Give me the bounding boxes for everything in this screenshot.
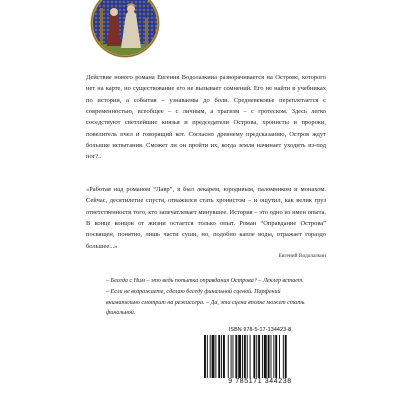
quote-author: Евгений Водолазкин	[278, 253, 326, 259]
cover-medallion-illustration	[90, 0, 160, 58]
barcode-block	[198, 327, 322, 389]
barcode-number: 9 785171 344238	[228, 378, 292, 385]
isbn-label: ISBN 978-5-17-134423-8	[228, 327, 292, 333]
book-excerpt: – Беседа с Ним – это ведь попытка оправдания Острова? – Леклер встает. – Если не возражаете, сделаю беседу финальной сценой. Парфений внимательно смотрит на режиссера. – Да, эта сцена вполне может стать финальной.	[106, 278, 305, 317]
medallion-svg	[90, 0, 160, 58]
book-description: Действие нового романа Евгения Водолазкина разворачивается на Острове, которого нет на карте, но существование его не вызывает сомнений. Его не найти в учебниках по истории, а события – узнаваемы до боли. Средневековье переплетается с современностью, всеобщее – с личным, а трагизм – с гротеском. Здесь легко соседствуют светлейшие князья и председатели Острова, хронисты и пророки, повелитель пчел и говорящий кот. Согласно древнему предсказанию, Остров ждут большие испытания. Сможет ли он пройти их, когда земля начинает уходить из-под ног?..	[86, 74, 326, 161]
author-quote: «Работая над романом “Лавр”, я был лекарем, юродивым, паломником и монахом. Сейчас, десятилетие спустя, отважился стать хронистом – и ощутил, как велик груз ответственности того, кто запечатлевает минувшее. История – это одно из имен опыта. В конце концов от жизни остается только опыт. Роман “Оправдание Острова” посвящен, понятно, лишь части суши, но, подобно капле воды, отражает гораздо большее...»	[86, 186, 326, 250]
barcode-icon	[204, 335, 316, 378]
